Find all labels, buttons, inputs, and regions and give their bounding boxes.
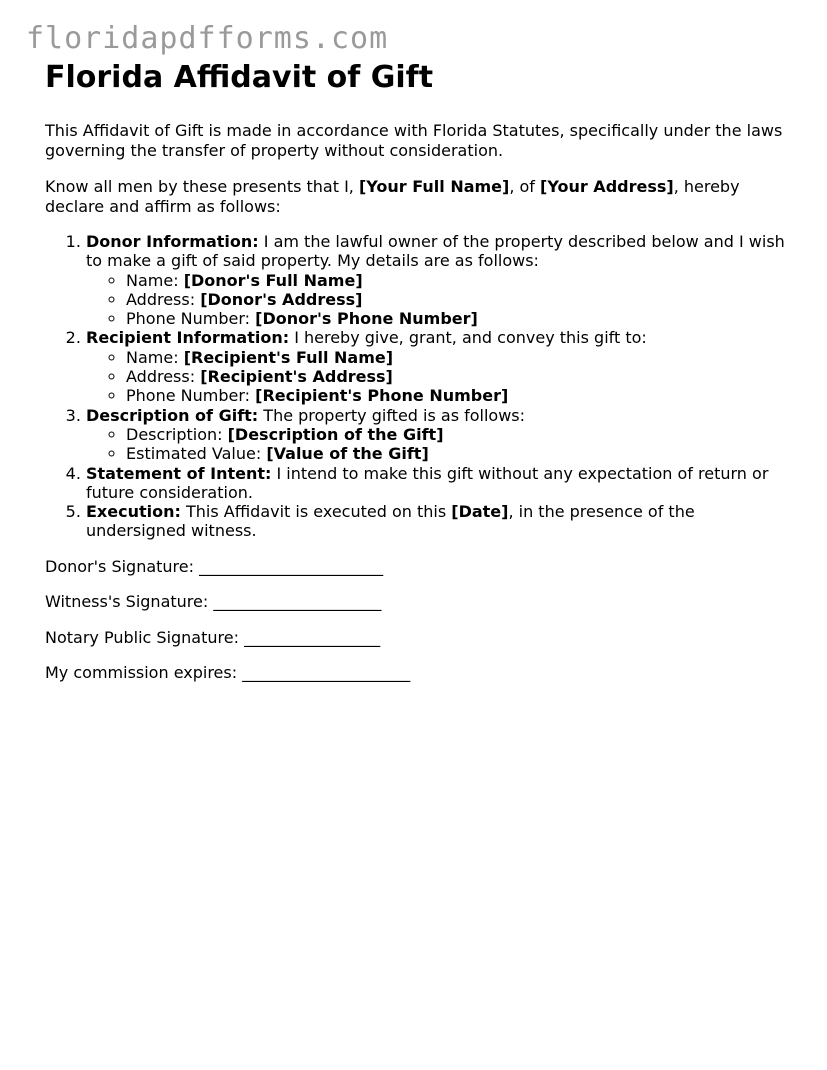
field-value: [Donor's Address] <box>200 289 363 309</box>
field-label: Estimated Value: <box>126 444 267 464</box>
list-item-recipient-information <box>86 328 790 405</box>
watermark-text: floridapdfforms.com <box>26 21 389 56</box>
date-placeholder: [Date] <box>451 502 509 522</box>
list-item <box>126 271 790 290</box>
list-item <box>126 309 790 328</box>
list-item <box>126 425 790 444</box>
field-label: Phone Number: <box>126 386 256 406</box>
notary-signature-line: Notary Public Signature: _________________ <box>45 627 381 647</box>
affidavit-items-list <box>45 232 790 541</box>
field-label: Phone Number: <box>126 309 256 329</box>
page-title: Florida Affidavit of Gift <box>45 60 434 95</box>
field-value: [Recipient's Full Name] <box>183 347 394 367</box>
list-item-donor-information <box>86 232 790 328</box>
item-text: I intend to make this gift without any expectation of return or future consideration. <box>86 463 769 502</box>
field-value: [Description of the Gift] <box>227 424 444 444</box>
field-value: [Recipient's Address] <box>200 367 393 387</box>
commission-expires-line: My commission expires: _____________________ <box>45 663 411 683</box>
list-item-execution <box>86 502 790 541</box>
item-heading: Statement of Intent: <box>86 463 272 483</box>
item-heading: Execution: <box>86 502 181 522</box>
recipient-fields-list <box>86 348 790 406</box>
gift-fields-list <box>86 425 790 464</box>
field-value: [Value of the Gift] <box>266 444 429 464</box>
item-text: , in the presence of the undersigned witness. <box>86 502 695 541</box>
field-value: [Donor's Phone Number] <box>255 309 478 329</box>
item-text: I hereby give, grant, and convey this gift to: <box>289 328 647 348</box>
your-full-name-placeholder: [Your Full Name] <box>358 177 510 196</box>
item-text: I am the lawful owner of the property described below and I wish to make a gift of said property. My details are as follows: <box>86 232 785 271</box>
list-item <box>126 386 790 405</box>
field-value: [Recipient's Phone Number] <box>255 386 509 406</box>
declaration-text-3: , hereby declare and affirm as follows: <box>45 177 740 216</box>
list-item-statement-of-intent <box>86 464 790 503</box>
item-text: This Affidavit is executed on this <box>180 502 452 522</box>
field-value: [Donor's Full Name] <box>183 270 363 290</box>
item-text: The property gifted is as follows: <box>258 405 526 425</box>
intro-paragraph: This Affidavit of Gift is made in accordance with Florida Statutes, specifically under the laws governing the transfer of property without consideration. <box>45 121 783 160</box>
list-item-description-of-gift <box>86 406 790 464</box>
field-label: Name: <box>126 347 184 367</box>
donor-fields-list <box>86 271 790 329</box>
list-item <box>126 290 790 309</box>
list-item <box>126 367 790 386</box>
your-address-placeholder: [Your Address] <box>540 177 674 196</box>
item-heading: Recipient Information: <box>86 328 290 348</box>
field-label: Description: <box>126 424 228 444</box>
list-item <box>126 348 790 367</box>
field-label: Name: <box>126 270 184 290</box>
witness-signature-line: Witness's Signature: _____________________ <box>45 592 382 612</box>
donor-signature-line: Donor's Signature: _______________________ <box>45 556 384 576</box>
declaration-text-1: Know all men by these presents that I, <box>45 177 359 196</box>
field-label: Address: <box>126 289 201 309</box>
field-label: Address: <box>126 367 201 387</box>
list-item <box>126 444 790 463</box>
affidavit-document <box>45 58 790 683</box>
item-heading: Donor Information: <box>86 232 259 251</box>
declaration-paragraph <box>45 177 790 216</box>
declaration-text-2: , of <box>509 177 541 196</box>
item-heading: Description of Gift: <box>86 405 259 425</box>
